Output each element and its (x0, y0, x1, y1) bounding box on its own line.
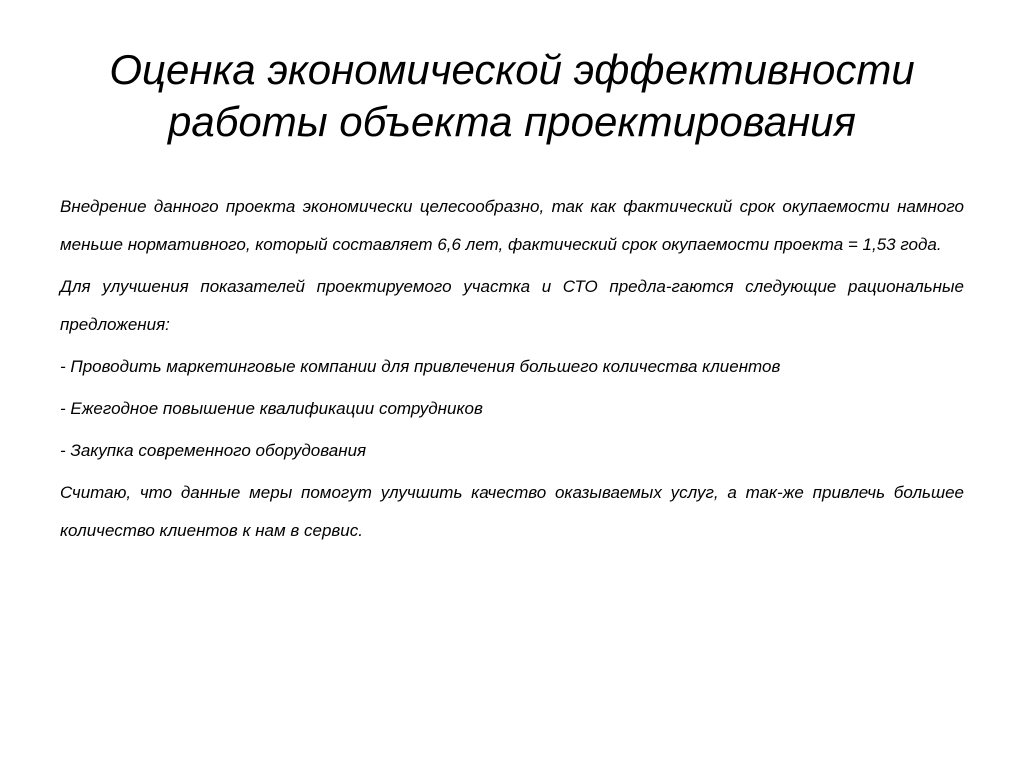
slide-title-line-2: работы объекта проектирования (168, 98, 856, 145)
slide-title (40, 44, 984, 148)
list-item-training: - Ежегодное повышение квалификации сотрудников (60, 399, 483, 418)
slide-title-line-1: Оценка экономической эффективности (109, 46, 915, 93)
list-item-equipment: - Закупка современного оборудования (60, 441, 367, 460)
slide-body (60, 188, 964, 554)
paragraph-summary: Считаю, что данные меры помогут улучшить качество оказываемых услуг, а так-же привлечь большее количество клиентов к нам в сервис. (60, 483, 964, 540)
paragraph-conclusion: Внедрение данного проекта экономически целесообразно, так как фактический срок окупаемости намного меньше нормативного, который составляет 6,6 лет, фактический срок окупаемости проекта = 1,53 года. (60, 197, 964, 254)
paragraph-proposals-intro: Для улучшения показателей проектируемого участка и СТО предла-гаются следующие рациональные предложения: (60, 277, 964, 334)
list-item-marketing: - Проводить маркетинговые компании для привлечения большего количества клиентов (60, 357, 781, 376)
